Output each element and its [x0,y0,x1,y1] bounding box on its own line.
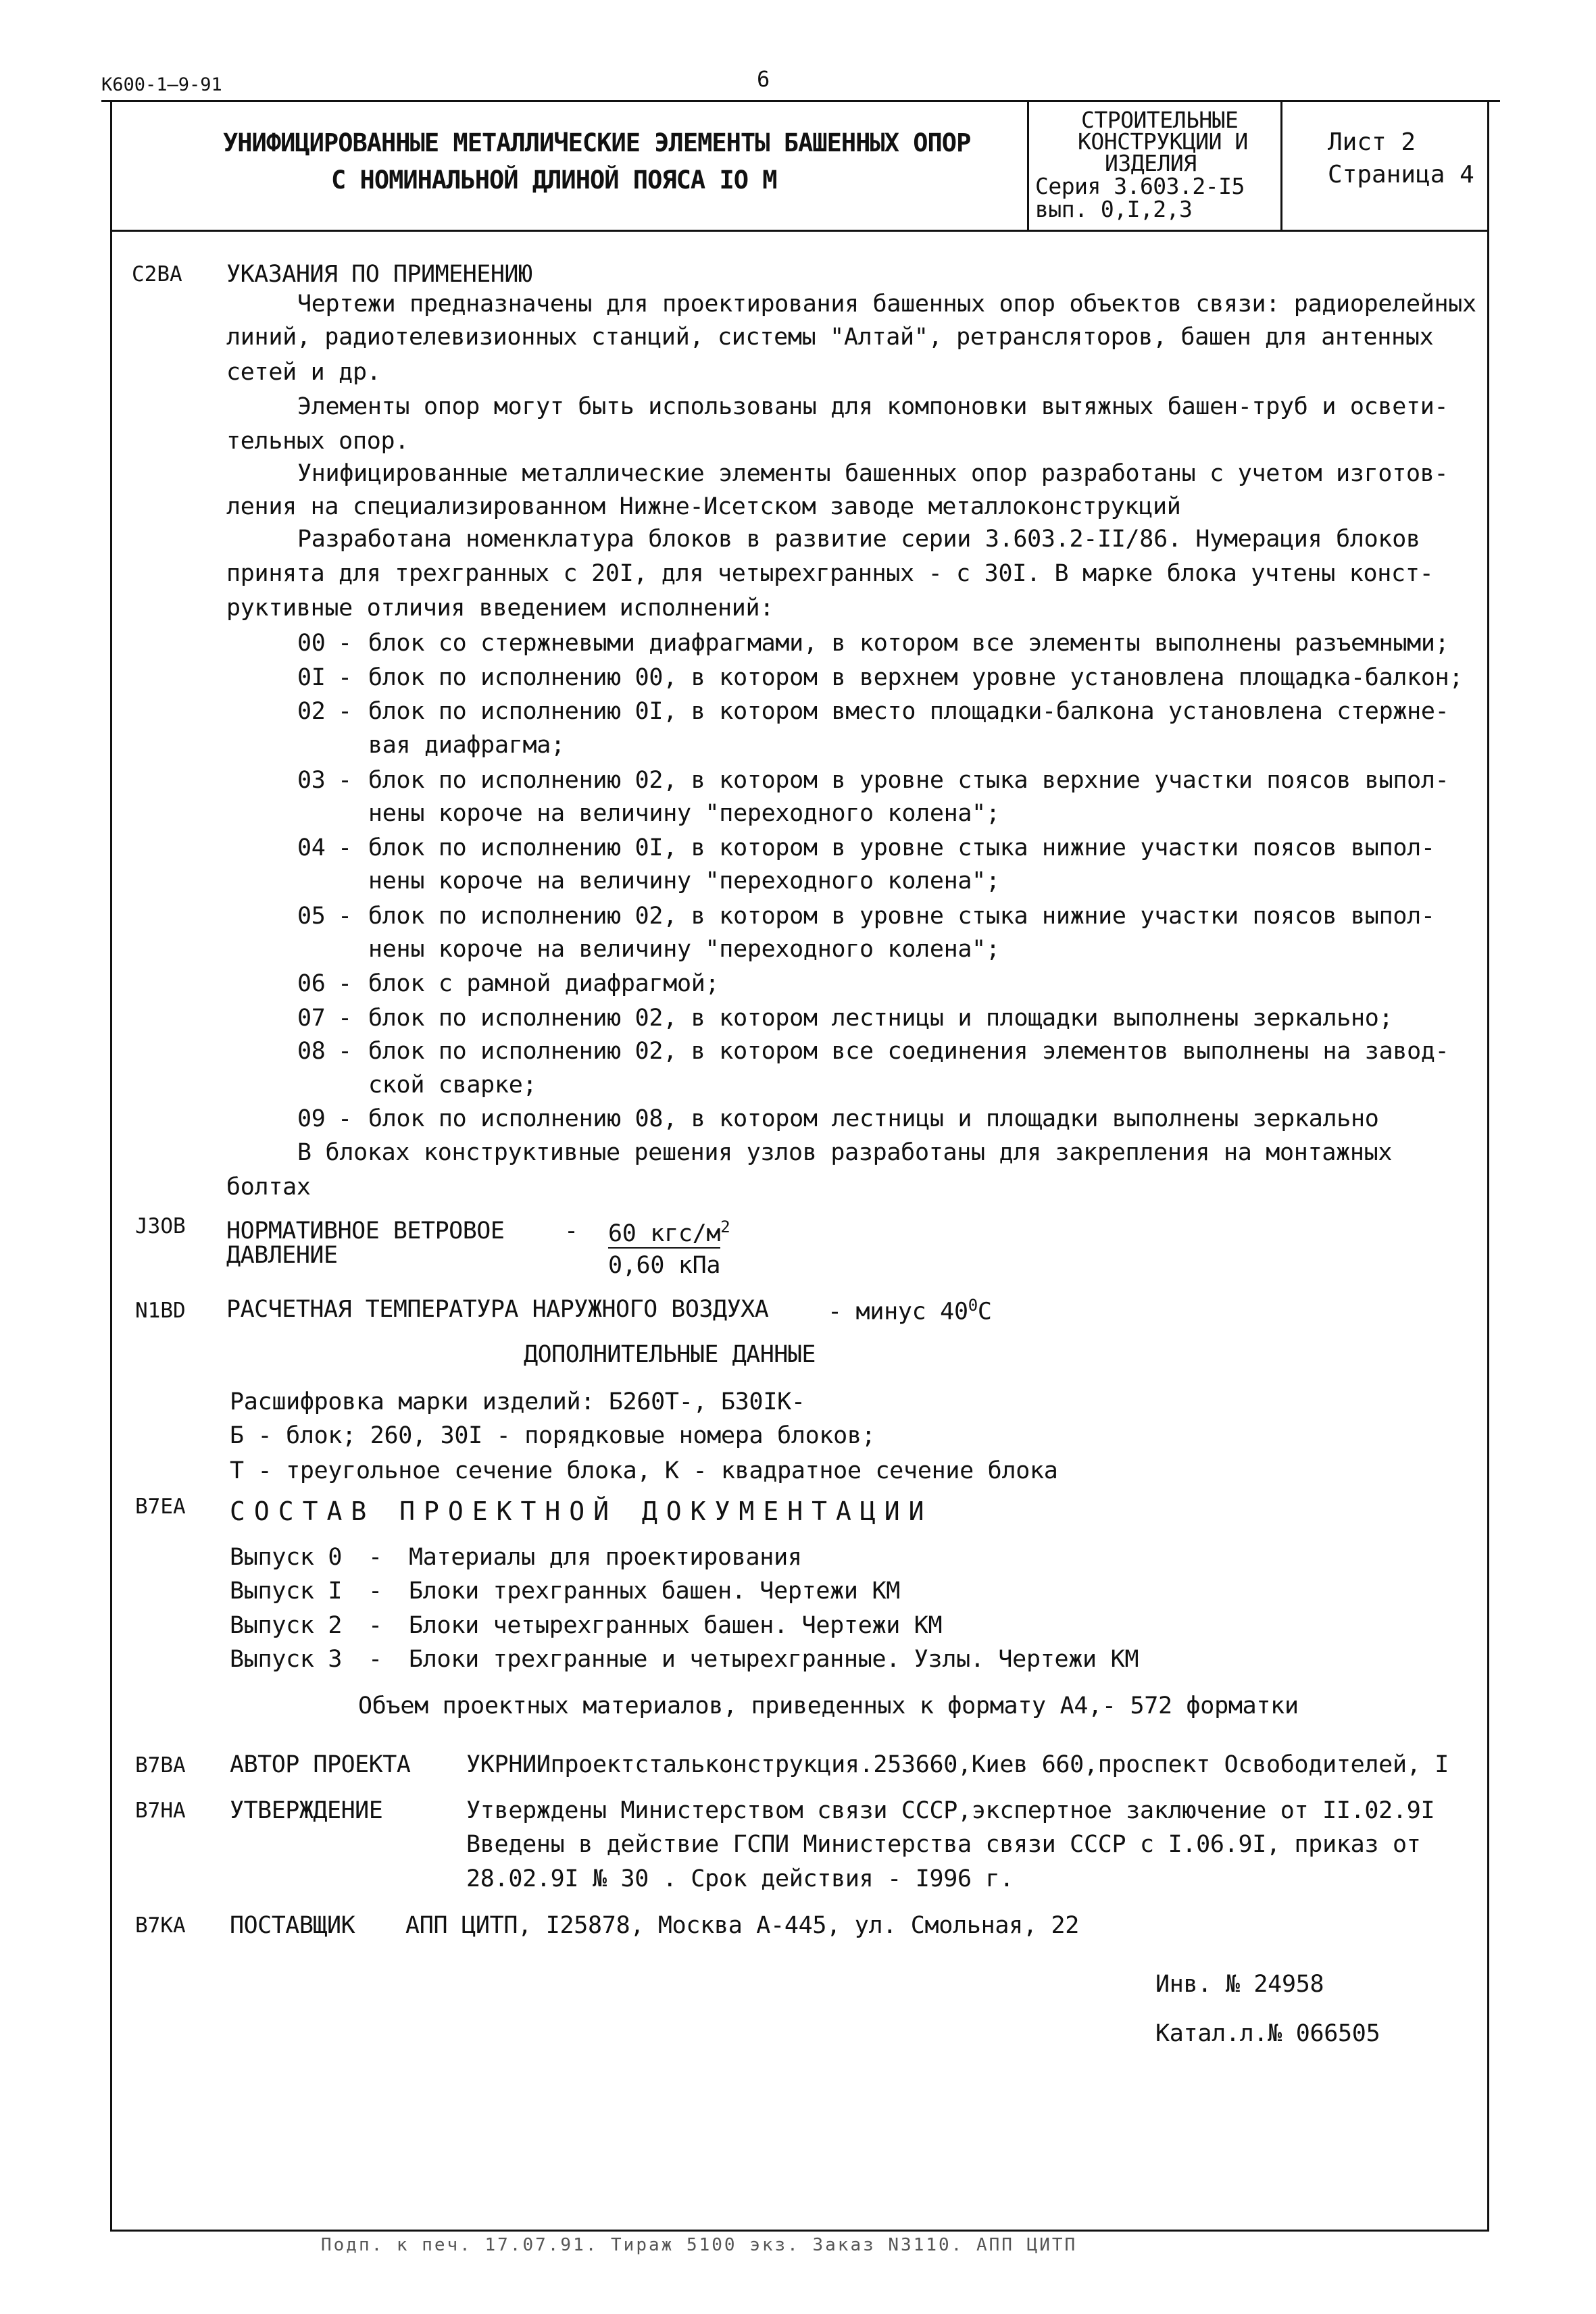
usage-line: Разработана номенклатура блоков в развитие серии 3.603.2-II/86. Нумерация блоков [297,526,1420,553]
variant-text: нены короче на величину "переходного колена"; [368,936,1000,963]
wind-pressure-label: ДАВЛЕНИЕ [226,1242,338,1269]
section-heading-usage: УКАЗАНИЯ ПО ПРИМЕНЕНИЮ [226,261,532,288]
variant-text: блок по исполнению 02, в котором в уровне стыка верхние участки поясов выпол- [368,767,1449,794]
variant-dash: - [338,767,352,794]
variant-text: блок по исполнению 0I, в котором вместо площадки-балкона установлена стержне- [368,698,1449,725]
issue-dash: - [368,1578,382,1605]
header-sheet: Лист 2 [1328,128,1416,156]
variant-number: 08 [297,1038,326,1065]
variant-text: ской сварке; [368,1072,537,1099]
author-label: АВТОР ПРОЕКТА [230,1751,411,1778]
usage-line: Элементы опор могут быть использованы для компоновки вытяжных башен-труб и освети- [297,393,1449,420]
usage-line: тельных опор. [226,428,409,455]
header-title-line1: УНИФИЦИРОВАННЫЕ МЕТАЛЛИЧЕСКИЕ ЭЛЕМЕНТЫ БАШЕННЫХ ОПОР [223,128,971,157]
header-category-line1: СТРОИТЕЛЬНЫЕ [1081,107,1239,133]
issue-text: Блоки трехгранных башен. Чертежи КМ [409,1578,901,1605]
supplier-text: АПП ЦИТП, I25878, Москва А-445, ул. Смольная, 22 [405,1912,1080,1939]
variant-text: нены короче на величину "переходного колена"; [368,867,1000,895]
variant-text: блок по исполнению 02, в котором в уровне стыка нижние участки поясов выпол- [368,903,1435,930]
variant-number: 0I [297,664,326,691]
temperature-prefix: - минус 40 [828,1298,968,1326]
design-temperature-value [828,1296,992,1326]
approval-label: УТВЕРЖДЕНИЕ [230,1797,383,1824]
variant-dash: - [338,903,352,930]
header-category-line3: ИЗДЕЛИЯ [1105,150,1197,176]
documentation-heading: СОСТАВ ПРОЕКТНОЙ ДОКУМЕНТАЦИИ [230,1496,933,1526]
issue-label: Выпуск 2 [230,1612,343,1639]
section-code-b7ba: В7ВА [135,1753,186,1778]
variant-dash: - [338,630,352,657]
usage-closing: В блоках конструктивные решения узлов разработаны для закрепления на монтажных [297,1139,1393,1166]
approval-line: Утверждены Министерством связи СССР,экспертное заключение от II.02.9I [466,1797,1435,1824]
variant-number: 09 [297,1105,326,1132]
usage-line: сетей и др. [226,359,381,386]
header-series: Серия 3.603.2-I5 [1035,173,1245,199]
variant-dash: - [338,970,352,997]
variant-text: блок по исполнению 00, в котором в верхнем уровне установлена площадка-балкон; [368,664,1464,691]
variant-dash: - [338,1005,352,1032]
variant-number: 05 [297,903,326,930]
page-number: 6 [757,66,770,92]
usage-line: ления на специализированном Нижне-Исетском заводе металлоконструкций [226,493,1181,520]
wind-pressure-label: НОРМАТИВНОЕ ВЕТРОВОЕ [226,1217,505,1244]
approval-line: 28.02.9I № 30 . Срок действия - I996 г. [466,1865,1014,1892]
header-category-line2: КОНСТРУКЦИИ И [1078,128,1248,155]
temperature-degree: 0 [968,1296,978,1315]
variant-number: 00 [297,630,326,657]
usage-line: Унифицированные металлические элементы башенных опор разработаны с учетом изготов- [297,460,1449,487]
variant-text: блок по исполнению 08, в котором лестницы и площадки выполнены зеркально [368,1105,1379,1132]
issue-text: Блоки трехгранные и четырехгранные. Узлы. Чертежи КМ [409,1646,1139,1673]
document-code: К600-1—9-91 [101,74,222,95]
supplier-label: ПОСТАВЩИК [230,1912,355,1939]
usage-line: Чертежи предназначены для проектирования башенных опор объектов связи: радиорелейных [297,291,1476,318]
usage-line: руктивные отличия введением исполнений: [226,595,774,622]
variant-text: блок со стержневыми диафрагмами, в котором все элементы выполнены разъемными; [368,630,1449,657]
issue-dash: - [368,1646,382,1673]
section-code-c2ba: С2ВА [132,262,182,286]
wind-pressure-value [608,1217,730,1247]
issue-text: Блоки четырехгранных башен. Чертежи КМ [409,1612,943,1639]
variant-dash: - [338,834,352,861]
variant-number: 06 [297,970,326,997]
issue-dash: - [368,1544,382,1571]
variant-text: блок по исполнению 02, в котором лестницы и площадки выполнены зеркально; [368,1005,1393,1032]
section-code-b7ea: В7ЕА [135,1494,186,1519]
variant-text: нены короче на величину "переходного колена"; [368,800,1000,827]
issue-text: Материалы для проектирования [409,1544,802,1571]
wind-pressure-kpa: 0,60 кПа [608,1252,721,1279]
variant-number: 07 [297,1005,326,1032]
issue-dash: - [368,1612,382,1639]
catalog-sheet-number: Катал.л.№ 066505 [1155,2020,1380,2047]
issue-label: Выпуск 0 [230,1544,343,1571]
documentation-volume: Объем проектных материалов, приведенных к формату А4,- 572 форматки [358,1692,1299,1719]
header-issues: вып. 0,I,2,3 [1035,196,1193,222]
inventory-number: Инв. № 24958 [1155,1971,1324,1998]
extra-data-line: Т - треугольное сечение блока, К - квадратное сечение блока [230,1457,1058,1484]
usage-line: принята для трехгранных с 20I, для четырехгранных - с 30I. В марке блока учтены конст- [226,560,1434,587]
section-code-n1bd: N1BD [135,1299,186,1323]
design-temperature-label: РАСЧЕТНАЯ ТЕМПЕРАТУРА НАРУЖНОГО ВОЗДУХА [226,1296,769,1323]
variant-text: блок по исполнению 0I, в котором в уровне стыка нижние участки поясов выпол- [368,834,1435,861]
header-page: Страница 4 [1328,161,1474,188]
wind-pressure-exponent: 2 [720,1217,730,1236]
wind-pressure-kgf: 60 кгс/м [608,1219,721,1247]
wind-pressure-dash: - [564,1217,578,1244]
variant-number: 04 [297,834,326,861]
extra-data-line: Б - блок; 260, 30I - порядковые номера блоков; [230,1422,876,1449]
header-divider [110,230,1487,232]
section-code-j30b: J3OB [135,1214,186,1238]
usage-closing: болтах [226,1174,311,1201]
variant-text: блок по исполнению 02, в котором все соединения элементов выполнены на завод- [368,1038,1449,1065]
issue-label: Выпуск I [230,1578,343,1605]
variant-dash: - [338,1105,352,1132]
variant-dash: - [338,698,352,725]
header-column-divider [1027,101,1029,230]
variant-number: 02 [297,698,326,725]
print-footer: Подп. к печ. 17.07.91. Тираж 5100 экз. Заказ N3110. АПП ЦИТП [321,2235,1078,2255]
variant-text: блок с рамной диафрагмой; [368,970,720,997]
approval-line: Введены в действие ГСПИ Министерства связи СССР с I.06.9I, приказ от [466,1831,1421,1858]
extra-data-line: Расшифровка марки изделий: Б260Т-, Б30IК- [230,1388,805,1415]
section-code-b7ha: В7НА [135,1799,186,1823]
extra-data-heading: ДОПОЛНИТЕЛЬНЫЕ ДАННЫЕ [524,1341,816,1368]
usage-line: линий, радиотелевизионных станций, системы "Алтай", ретрансляторов, башен для антенных [226,324,1434,351]
variant-number: 03 [297,767,326,794]
issue-label: Выпуск 3 [230,1646,343,1673]
temperature-unit: С [977,1298,992,1326]
author-text: УКРНИИпроектстальконструкция.253660,Киев 660,проспект Освободителей, I [466,1751,1449,1778]
variant-dash: - [338,664,352,691]
section-code-b7ka: В7КА [135,1913,186,1938]
variant-dash: - [338,1038,352,1065]
header-title-line2: С НОМИНАЛЬНОЙ ДЛИНОЙ ПОЯСА IO М [331,166,777,195]
header-column-divider [1280,101,1282,230]
variant-text: вая диафрагма; [368,732,565,759]
